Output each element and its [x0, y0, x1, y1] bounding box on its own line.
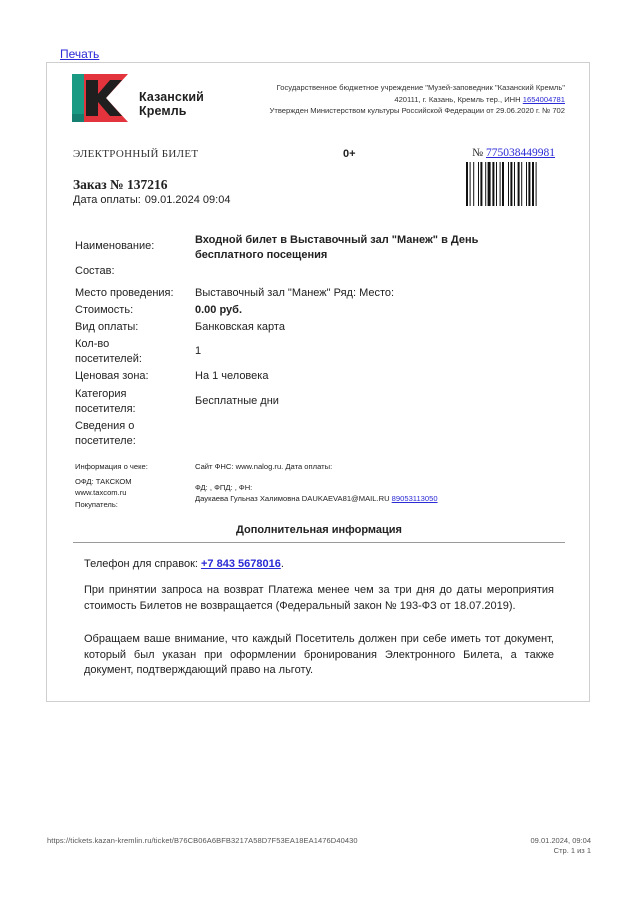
barcode: [465, 162, 560, 206]
receipt-info: [75, 461, 148, 510]
payment-date-label: Дата оплаты:: [73, 194, 141, 206]
visitors-value: 1: [195, 345, 202, 357]
zone-label: Ценовая зона:: [75, 370, 149, 382]
barcode-bar: [526, 162, 527, 206]
barcode-bar: [485, 162, 486, 206]
barcode-bar: [500, 162, 501, 206]
barcode-bar: [488, 162, 491, 206]
documents-text: Обращаем ваше внимание, что каждый Посетитель должен при себе иметь тот документ, который был указан при оформлении бронирования Электронного Билета, а также документ, подтверждающий право на льготу.: [84, 633, 554, 676]
category-label: [75, 387, 136, 416]
barcode-bar: [518, 162, 520, 206]
brand-name: [139, 90, 204, 118]
receipt-fns: Сайт ФНС: www.nalog.ru. Дата оплаты:: [195, 462, 333, 471]
barcode-bar: [470, 162, 471, 206]
footer-datetime: 09.01.2024, 09:04: [530, 836, 591, 845]
receipt-buyer: [195, 493, 438, 505]
footer-date: [531, 836, 591, 856]
barcode-bar: [510, 162, 512, 206]
name-value: [195, 233, 525, 262]
venue-label: Место проведения:: [75, 287, 174, 299]
barcode-bar: [536, 162, 537, 206]
barcode-bar: [496, 162, 497, 206]
composition-label: Состав:: [75, 265, 115, 277]
barcode-bar: [466, 162, 468, 206]
phone-prefix: Телефон для справок:: [84, 558, 201, 570]
footer-url: https://tickets.kazan-kremlin.ru/ticket/B76CB06A6BFB3217A58D7F53EA18EA1476D40430: [47, 836, 358, 845]
barcode-bar: [492, 162, 494, 206]
phone-suffix: .: [280, 558, 284, 570]
barcode-bar: [478, 162, 479, 206]
visitors-label-line2: посетителей:: [75, 352, 142, 365]
receipt-buyer-phone-link[interactable]: 89053113050: [391, 494, 438, 503]
payment-date: [73, 194, 230, 206]
category-label-line1: Категория: [75, 388, 127, 400]
zone-value: На 1 человека: [195, 370, 269, 382]
footer-page: Стр. 1 из 1: [553, 846, 591, 855]
barcode-bar: [508, 162, 509, 206]
visitor-info-label: [75, 419, 136, 448]
phone-link[interactable]: +7 843 5678016: [201, 558, 281, 570]
org-approval: Утвержден Министерством культуры Российской Федерации от 29.06.2020 г. № 702: [269, 106, 565, 115]
divider: [73, 542, 565, 543]
ticket-number-link[interactable]: 775038449981: [486, 147, 555, 159]
name-label: Наименование:: [75, 240, 155, 252]
brand-name-line2: Кремль: [139, 104, 187, 118]
brand-logo: [72, 74, 222, 124]
phone-info: [84, 557, 554, 573]
name-value-line2: бесплатного посещения: [195, 248, 328, 261]
name-value-line1: Входной билет в Выставочный зал "Манеж" в День: [195, 234, 479, 246]
receipt-buyer-label: Покупатель:: [75, 499, 118, 509]
print-link[interactable]: Печать: [60, 47, 100, 61]
category-value: Бесплатные дни: [195, 395, 279, 407]
receipt-info-label: Информация о чеке:: [75, 462, 148, 471]
ticket-number-prefix: №: [472, 147, 486, 159]
ticket-number: [472, 147, 555, 159]
receipt-details: [195, 461, 438, 505]
barcode-bar: [473, 162, 474, 206]
barcode-bar: [480, 162, 482, 206]
paytype-label: Вид оплаты:: [75, 321, 139, 333]
payment-date-value: 09.01.2024 09:04: [144, 194, 231, 206]
kazan-kremlin-logo-icon: [72, 74, 132, 124]
barcode-bar: [532, 162, 534, 206]
barcode-bar: [528, 162, 530, 206]
barcode-bar: [514, 162, 515, 206]
visitors-label-line1: Кол-во: [75, 338, 110, 350]
barcode-bar: [521, 162, 522, 206]
visitor-info-label-line2: посетителе:: [75, 434, 136, 447]
age-rating: 0+: [343, 148, 356, 160]
org-inn-link[interactable]: 1654004781: [522, 94, 565, 104]
visitor-info-label-line1: Сведения о: [75, 420, 135, 432]
org-name: Государственное бюджетное учреждение "Музей-заповедник "Казанский Кремль": [276, 83, 565, 92]
cost-label: Стоимость:: [75, 304, 134, 316]
receipt-ofd-site: www.taxcom.ru: [75, 488, 127, 497]
receipt-buyer-value: Даукаева Гульназ Халимовна DAUKAEVA81@MAIL.RU: [195, 494, 392, 503]
visitors-label: [75, 337, 142, 366]
extra-info-title: Дополнительная информация: [236, 524, 402, 536]
ticket-card: [46, 62, 590, 702]
category-label-line2: посетителя:: [75, 402, 136, 415]
refund-text: При принятии запроса на возврат Платежа менее чем за три дня до даты мероприятия стоимость Билетов не возвращается (Федеральный закон № 193-ФЗ от 18.07.2019).: [84, 584, 554, 612]
organization-info: [225, 82, 565, 117]
ticket-type-label: ЭЛЕКТРОННЫЙ БИЛЕТ: [73, 148, 199, 160]
receipt-ofd: ОФД: ТАКСКОМ: [75, 476, 132, 486]
venue-value: Выставочный зал "Манеж" Ряд: Место:: [195, 287, 395, 299]
paytype-value: Банковская карта: [195, 321, 285, 333]
org-address-text: 420111, г. Казань, Кремль тер., ИНН: [394, 94, 523, 104]
cost-value: 0.00 руб.: [195, 304, 243, 316]
receipt-fd: ФД: , ФПД: , ФН:: [195, 482, 253, 492]
barcode-bar: [502, 162, 504, 206]
order-number: Заказ № 137216: [73, 177, 168, 192]
brand-name-line1: Казанский: [139, 90, 204, 104]
org-address: [225, 94, 565, 106]
